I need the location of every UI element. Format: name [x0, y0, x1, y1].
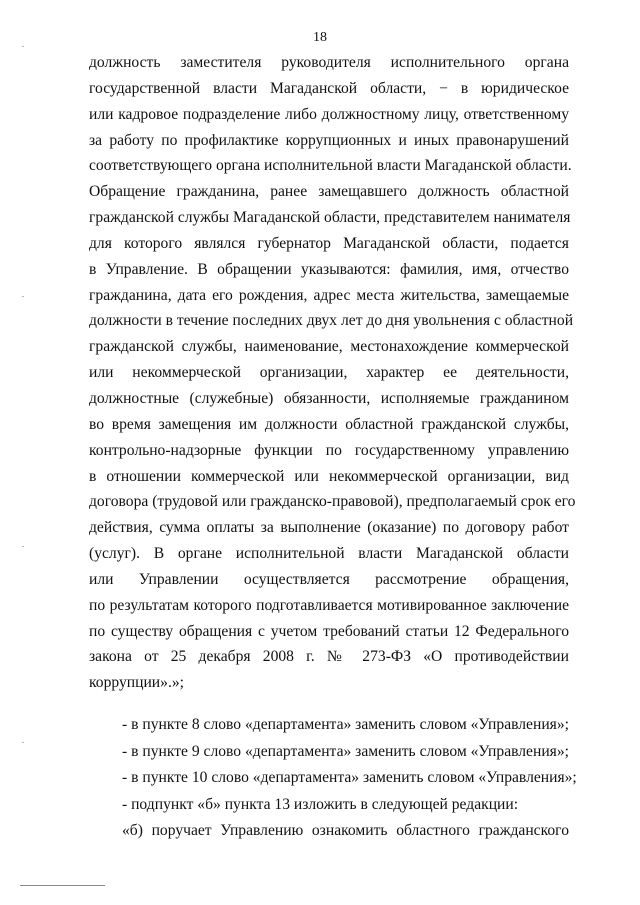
text-line: договора (трудовой или гражданско-правовой), предполагаемый срок его — [89, 493, 576, 511]
text-line: по результатам которого подготавливается мотивированное заключение — [89, 596, 569, 614]
main-paragraph — [89, 50, 576, 696]
text-line: (услуг). В органе исполнительной власти Магаданской области — [89, 545, 569, 563]
list-item: - в пункте 8 слово «департамента» заменить словом «Управления»; — [122, 716, 569, 733]
text-line: должность заместителя руководителя исполнительного органа — [89, 54, 569, 71]
text-line: по существу обращения с учетом требований статьи 12 Федерального — [89, 622, 569, 640]
text-line: соответствующего органа исполнительной власти Магаданской области. — [89, 157, 572, 175]
text-line: контрольно-надзорные функции по государственному управлению — [89, 441, 569, 459]
text-line: гражданина, дата его рождения, адрес места жительства, замещаемые — [89, 286, 569, 304]
text-line: или Управлении осуществляется рассмотрение обращения, — [89, 570, 569, 588]
text-line: коррупции».»; — [89, 674, 184, 692]
text-line: гражданской службы, наименование, местонахождение коммерческой — [89, 338, 569, 356]
amendments-list — [89, 712, 577, 845]
text-line: государственной власти Магаданской области, − в юридическое — [89, 79, 569, 97]
text-line: за работу по профилактике коррупционных и иных правонарушений — [89, 131, 569, 149]
list-item: «б) поручает Управлению ознакомить областного гражданского — [122, 822, 569, 839]
text-line: закона от 25 декабря 2008 г. № 273-ФЗ «О противодействии — [89, 648, 569, 666]
text-line: действия, сумма оплаты за выполнение (оказание) по договору работ — [89, 519, 569, 537]
text-line: должностные (служебные) обязанности, исполняемые гражданином — [89, 389, 569, 407]
text-line: во время замещения им должности областной гражданской службы, — [89, 415, 569, 433]
text-line: Обращение гражданина, ранее замещавшего должность областной — [89, 183, 569, 201]
page-number: 18 — [313, 30, 327, 45]
scan-mark — [22, 546, 24, 547]
text-line: в Управление. В обращении указываются: фамилия, имя, отчество — [89, 260, 569, 278]
list-item: - в пункте 9 слово «департамента» заменить словом «Управления»; — [122, 742, 569, 760]
text-line: должности в течение последних двух лет до дня увольнения с областной — [89, 312, 574, 330]
scan-mark — [22, 742, 24, 743]
text-line: для которого являлся губернатор Магаданской области, подается — [89, 234, 569, 252]
text-line: гражданской службы Магаданской области, представителем нанимателя — [89, 209, 571, 227]
text-line: или кадровое подразделение либо должностному лицу, ответственному — [89, 105, 569, 123]
list-item: - в пункте 10 слово «департамента» заменить словом «Управления»; — [122, 769, 577, 786]
text-line: в отношении коммерческой или некоммерческой организации, вид — [89, 467, 569, 485]
scan-mark — [22, 296, 24, 297]
list-item: - подпункт «б» пункта 13 изложить в следующей редакции: — [122, 795, 519, 813]
scan-mark — [22, 46, 24, 47]
text-line: или некоммерческой организации, характер ее деятельности, — [89, 364, 569, 382]
footer-rule — [20, 885, 105, 886]
